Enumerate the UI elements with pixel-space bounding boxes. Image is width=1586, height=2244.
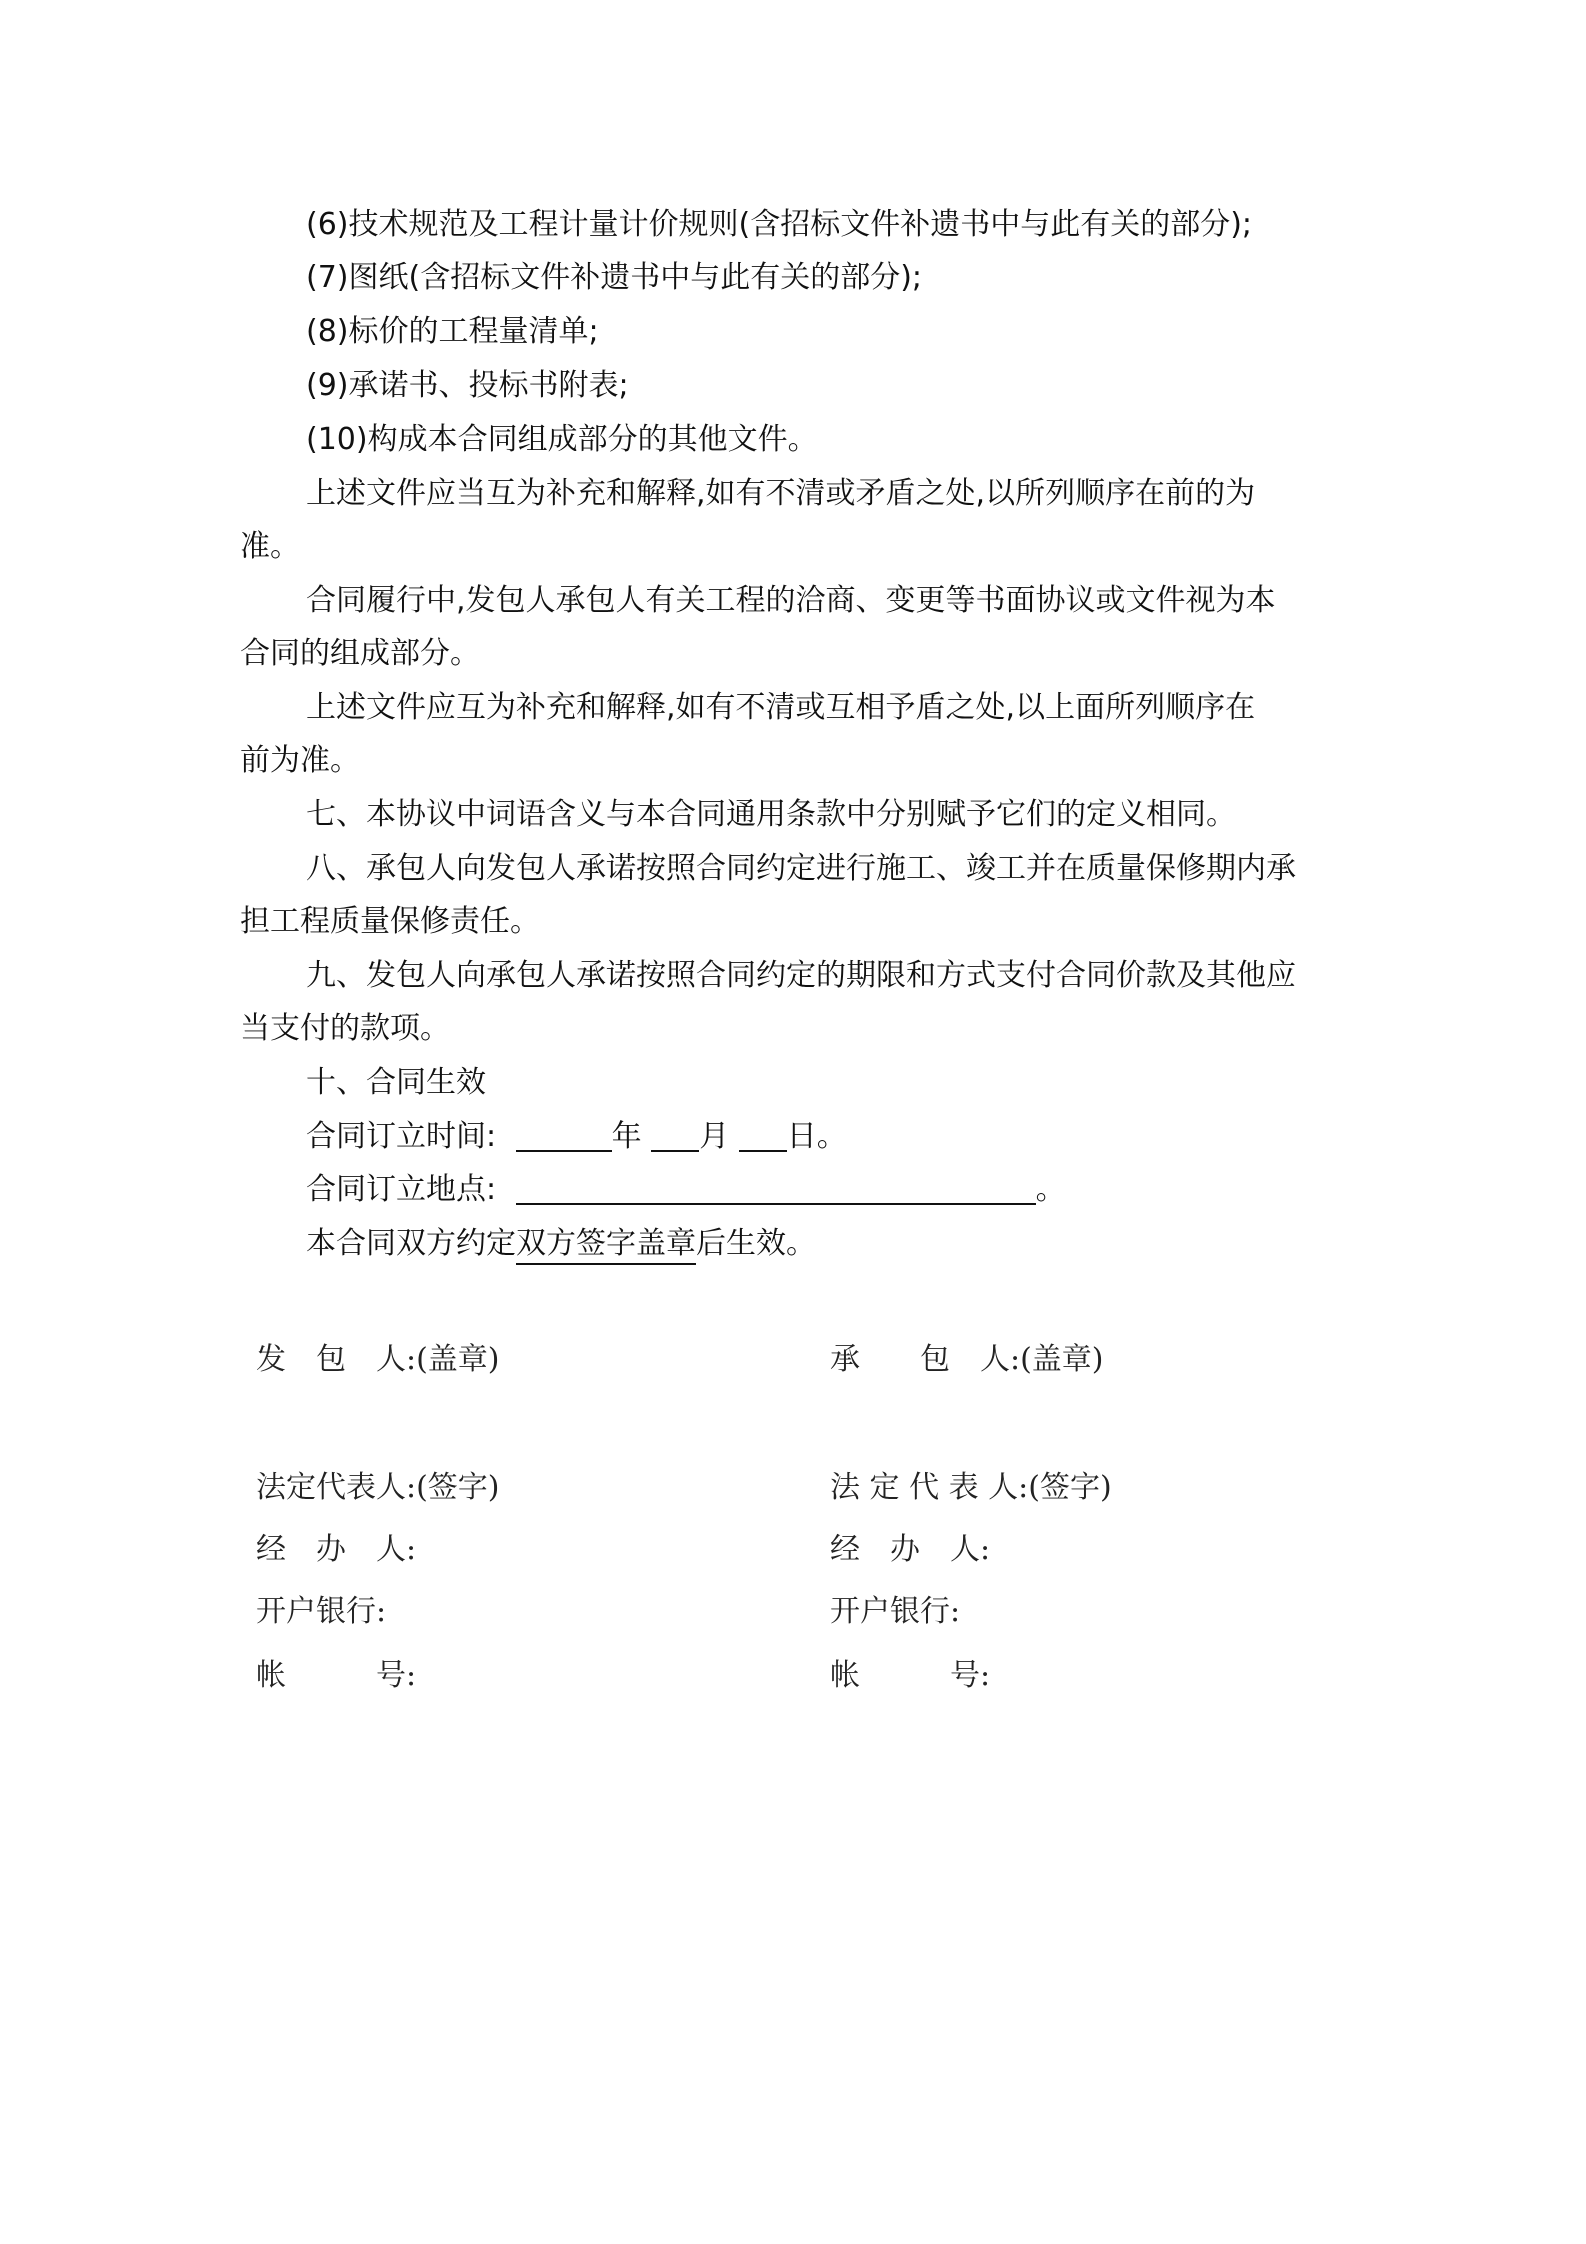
contractor-account-label: 帐 号: <box>830 1658 991 1693</box>
list-item-6: (6)技术规范及工程计量计价规则(含招标文件补遗书中与此有关的部分); <box>306 207 1253 242</box>
effect-suffix: 后生效。 <box>696 1226 816 1261</box>
contractor-agent-label: 经 办 人: <box>830 1532 991 1567</box>
list-item-10: (10)构成本合同组成部分的其他文件。 <box>306 422 818 457</box>
contract-date-label: 合同订立时间: <box>306 1119 497 1154</box>
list-item-7: (7)图纸(含招标文件补遗书中与此有关的部分); <box>306 260 923 295</box>
contractor-bank-label: 开户银行: <box>830 1594 961 1629</box>
paragraph-precedence-line2: 前为准。 <box>240 743 360 778</box>
year-blank <box>516 1120 612 1152</box>
contract-date-line <box>306 1117 1426 1157</box>
clause-8-line1: 八、承包人向发包人承诺按照合同约定进行施工、竣工并在质量保修期内承 <box>306 851 1296 886</box>
paragraph-precedence-line1: 上述文件应互为补充和解释,如有不清或互相予盾之处,以上面所列顺序在 <box>306 690 1256 725</box>
employer-account-label: 帐 号: <box>256 1658 417 1693</box>
list-item-9: (9)承诺书、投标书附表; <box>306 368 629 403</box>
year-label: 年 <box>611 1119 642 1154</box>
contract-place-label: 合同订立地点: <box>306 1172 497 1207</box>
month-blank <box>651 1120 699 1152</box>
month-label: 月 <box>699 1119 730 1154</box>
day-blank <box>739 1120 787 1152</box>
effect-prefix: 本合同双方约定 <box>306 1226 516 1261</box>
day-label: 日。 <box>786 1119 847 1154</box>
place-end: 。 <box>1035 1172 1066 1207</box>
clause-8-line2: 担工程质量保修责任。 <box>240 904 540 939</box>
clause-9-line1: 九、发包人向承包人承诺按照合同约定的期限和方式支付合同价款及其他应 <box>306 958 1296 993</box>
place-blank <box>516 1173 1036 1205</box>
paragraph-order-line1: 上述文件应当互为补充和解释,如有不清或矛盾之处,以所列顺序在前的为 <box>306 476 1256 511</box>
employer-bank-label: 开户银行: <box>256 1594 387 1629</box>
clause-9-line2: 当支付的款项。 <box>240 1011 450 1046</box>
paragraph-amendments-line1: 合同履行中,发包人承包人有关工程的洽商、变更等书面协议或文件视为本 <box>306 583 1276 618</box>
effect-underlined: 双方签字盖章 <box>516 1226 696 1265</box>
employer-seal-label: 发 包 人:(盖章) <box>256 1342 500 1377</box>
contract-place-line <box>306 1170 1426 1210</box>
contractor-seal-label: 承 包 人:(盖章) <box>830 1342 1104 1377</box>
clause-7: 七、本协议中词语含义与本合同通用条款中分别赋予它们的定义相同。 <box>306 797 1236 832</box>
paragraph-order-line2: 准。 <box>240 529 300 564</box>
effectiveness-line <box>306 1224 1426 1264</box>
clause-10-title: 十、合同生效 <box>306 1065 486 1100</box>
employer-rep-label: 法定代表人:(签字) <box>256 1470 500 1505</box>
contractor-rep-label: 法 定 代 表 人:(签字) <box>830 1470 1112 1505</box>
employer-agent-label: 经 办 人: <box>256 1532 417 1567</box>
paragraph-amendments-line2: 合同的组成部分。 <box>240 636 480 671</box>
list-item-8: (8)标价的工程量清单; <box>306 314 599 349</box>
